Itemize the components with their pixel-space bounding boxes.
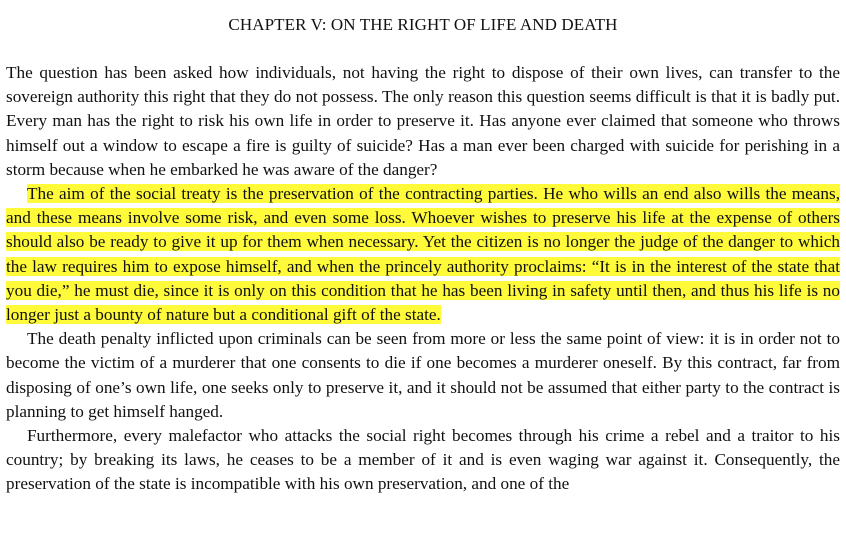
paragraph-4 xyxy=(6,424,840,497)
paragraph-2 xyxy=(6,182,840,327)
chapter-title: CHAPTER V: ON THE RIGHT OF LIFE AND DEATH xyxy=(228,15,618,34)
paragraph-3 xyxy=(6,327,840,424)
body-text xyxy=(6,61,840,497)
paragraph-4-text: Furthermore, every malefactor who attacks the social right becomes through his crime a rebel and a traitor to his country; by breaking its laws, he ceases to be a member of it and is even waging war against it. Consequently, the preservation of the state is incompatible with his own preservation, and one of the xyxy=(6,426,840,494)
paragraph-3-text: The death penalty inflicted upon criminals can be seen from more or less the same point of view: it is in order not to become the victim of a murderer that one consents to die if one becomes a murderer oneself. By this contract, far from disposing of one’s own life, one seeks only to preserve it, and it should not be assumed that either party to the contract is planning to get himself hanged. xyxy=(6,329,840,421)
paragraph-1-text: The question has been asked how individuals, not having the right to dispose of their own lives, can transfer to the sovereign authority this right that they do not possess. The only reason this question seems difficult is that it is badly put. Every man has the right to risk his own life in order to preserve it. Has anyone ever claimed that someone who throws himself out a window to escape a fire is guilty of suicide? Has a man ever been charged with suicide for perishing in a storm because when he embarked he was aware of the danger? xyxy=(6,63,840,179)
highlighted-passage: The aim of the social treaty is the preservation of the contracting parties. He who wills an end also wills the means, and these means involve some risk, and even some loss. Whoever wishes to preserve his life at the expense of others should also be ready to give it up for them when necessary. Yet the citizen is no longer the judge of the danger to which the law requires him to expose himself, and when the princely authority proclaims: “It is in the interest of the state that you die,” he must die, since it is only on this condition that he has been living in safety until then, and thus his life is no longer just a bounty of nature but a conditional gift of the state. xyxy=(6,184,840,325)
paragraph-1 xyxy=(6,61,840,182)
